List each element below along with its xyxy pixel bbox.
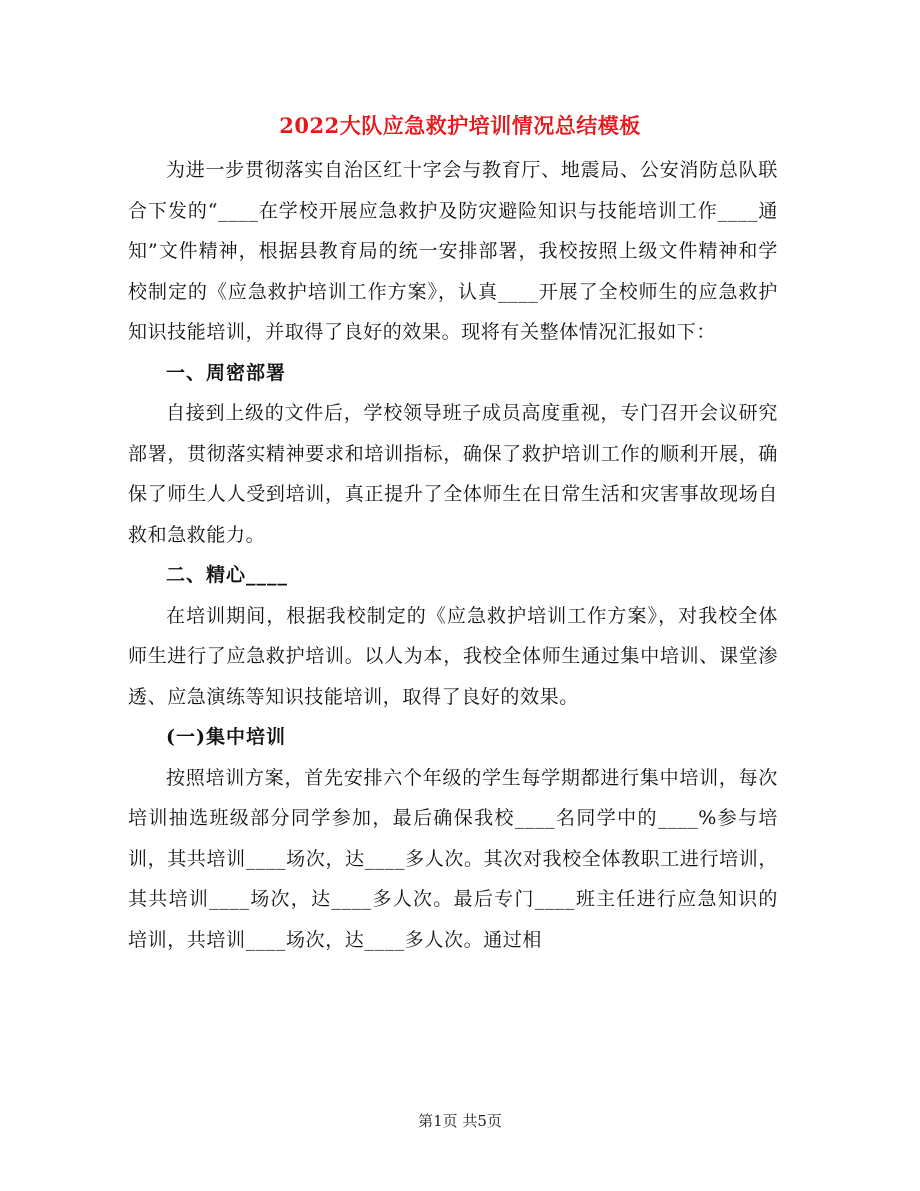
section-heading-deployment: 一、周密部署	[166, 361, 287, 384]
subsection-heading-centralized-training: (一)集中培训	[166, 726, 286, 748]
document-body	[128, 150, 778, 960]
centralized-training-paragraph: 按照培训方案，首先安排六个年级的学生每学期都进行集中培训，每次培训抽选班级部分同学参加，最后确保我校____名同学中的____%参与培训，其共培训____场次，达____多人次。其次对我校全体教职工进行培训，其共培训____场次，达____多人次。最后专门____班主任进行应急知识的培训，共培训____场次，达____多人次。通过相	[128, 766, 778, 951]
organization-paragraph: 在培训期间，根据我校制定的《应急救护培训工作方案》，对我校全体师生进行了应急救护培训。以人为本，我校全体师生通过集中培训、课堂渗透、应急演练等知识技能培训，取得了良好的效果。	[128, 604, 778, 708]
document-title: 2022大队应急救护培训情况总结模板	[279, 113, 641, 138]
section-heading-organization: 二、精心____	[166, 564, 289, 586]
deployment-paragraph: 自接到上级的文件后，学校领导班子成员高度重视，专门召开会议研究部署，贯彻落实精神要求和培训指标，确保了救护培训工作的顺利开展，确保了师生人人受到培训，真正提升了全体师生在日常生活和灾害事故现场自救和急救能力。	[128, 402, 778, 546]
page-number-footer: 第1页 共5页	[418, 1112, 502, 1130]
intro-paragraph: 为进一步贯彻落实自治区红十字会与教育厅、地震局、公安消防总队联合下发的“____在学校开展应急救护及防灾避险知识与技能培训工作____通知”文件精神，根据县教育局的统一安排部署，我校按照上级文件精神和学校制定的《应急救护培训工作方案》，认真____开展了全校师生的应急救护知识技能培训，并取得了良好的效果。现将有关整体情况汇报如下：	[128, 159, 778, 343]
